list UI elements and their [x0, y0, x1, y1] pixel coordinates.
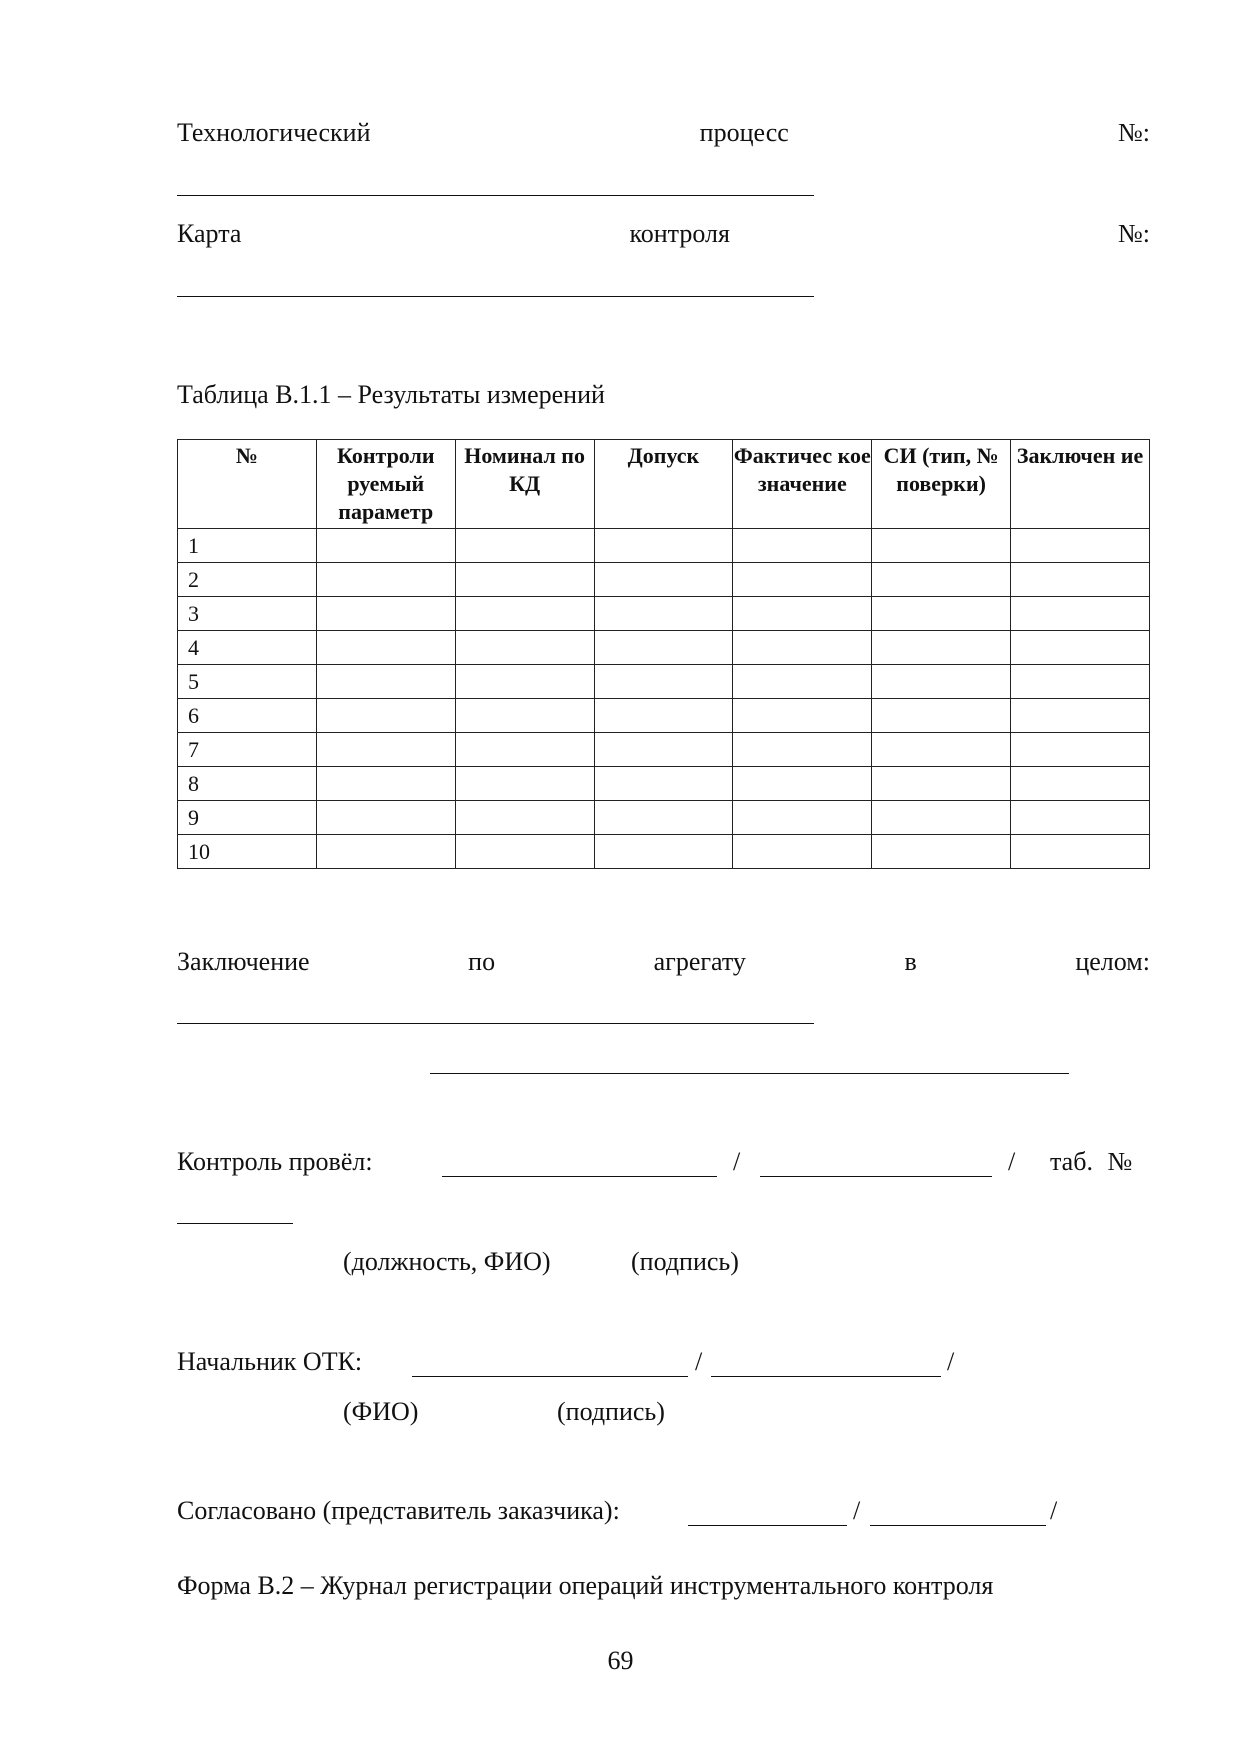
table-cell[interactable]: [594, 529, 733, 563]
process-word-3: №:: [1117, 118, 1150, 147]
table-cell[interactable]: [316, 563, 455, 597]
table-row: [178, 665, 1150, 699]
table-row: [178, 767, 1150, 801]
otk-fio-caption: (ФИО): [343, 1397, 419, 1426]
controller-separator-1: /: [733, 1147, 741, 1176]
table-row: [178, 699, 1150, 733]
table-cell[interactable]: [872, 665, 1011, 699]
table-cell[interactable]: [316, 767, 455, 801]
otk-fio-blank[interactable]: [412, 1376, 688, 1377]
table-cell[interactable]: [455, 631, 594, 665]
col-header-number: №: [178, 440, 317, 529]
col-header-nominal: Номинал по КД: [455, 440, 594, 529]
table-cell[interactable]: [1011, 665, 1150, 699]
table-cell[interactable]: [316, 699, 455, 733]
table-cell[interactable]: [1011, 801, 1150, 835]
process-word-2: процесс: [699, 118, 789, 147]
table-cell[interactable]: [733, 631, 872, 665]
table-cell[interactable]: [1011, 529, 1150, 563]
page-number: 69: [607, 1646, 634, 1675]
agreed-separator-2: /: [1050, 1496, 1058, 1525]
table-cell[interactable]: [455, 835, 594, 869]
controller-separator-2: /: [1008, 1147, 1016, 1176]
table-cell[interactable]: [594, 631, 733, 665]
conclusion-word-1: Заключение: [177, 947, 310, 976]
conclusion-blank-2[interactable]: [430, 1073, 1069, 1074]
table-caption: Таблица В.1.1 – Результаты измерений: [177, 380, 605, 409]
controller-label: Контроль провёл:: [177, 1147, 373, 1176]
table-cell[interactable]: [594, 597, 733, 631]
table-cell[interactable]: [733, 699, 872, 733]
table-cell[interactable]: [733, 665, 872, 699]
table-cell[interactable]: [872, 563, 1011, 597]
col-header-instrument: СИ (тип, № поверки): [872, 440, 1011, 529]
col-header-conclusion: Заключен ие: [1011, 440, 1150, 529]
table-cell[interactable]: [594, 767, 733, 801]
table-cell[interactable]: [316, 529, 455, 563]
table-cell[interactable]: [872, 529, 1011, 563]
agreed-label: Согласовано (представитель заказчика):: [177, 1496, 620, 1525]
table-cell[interactable]: [316, 801, 455, 835]
table-cell[interactable]: [733, 835, 872, 869]
otk-separator-1: /: [695, 1347, 703, 1376]
row-number-cell: 2: [178, 563, 317, 597]
table-cell[interactable]: [316, 835, 455, 869]
col-header-actual-value: Фактичес кое значение: [733, 440, 872, 529]
table-row: [178, 733, 1150, 767]
table-cell[interactable]: [455, 699, 594, 733]
table-cell[interactable]: [733, 733, 872, 767]
table-cell[interactable]: [316, 733, 455, 767]
table-row: [178, 597, 1150, 631]
table-cell[interactable]: [733, 563, 872, 597]
row-number-cell: 8: [178, 767, 317, 801]
table-cell[interactable]: [733, 801, 872, 835]
table-cell[interactable]: [316, 631, 455, 665]
table-cell[interactable]: [872, 699, 1011, 733]
row-number-cell: 7: [178, 733, 317, 767]
table-cell[interactable]: [455, 733, 594, 767]
table-cell[interactable]: [1011, 835, 1150, 869]
agreed-fio-blank[interactable]: [688, 1525, 847, 1526]
card-word-3: №:: [1117, 219, 1150, 248]
table-cell[interactable]: [733, 767, 872, 801]
table-cell[interactable]: [455, 665, 594, 699]
table-cell[interactable]: [1011, 563, 1150, 597]
table-row: [178, 631, 1150, 665]
row-number-cell: 4: [178, 631, 317, 665]
table-cell[interactable]: [733, 529, 872, 563]
col-header-parameter: Контроли руемый параметр: [316, 440, 455, 529]
process-number-blank[interactable]: [177, 195, 814, 196]
table-cell[interactable]: [455, 801, 594, 835]
row-number-cell: 3: [178, 597, 317, 631]
table-cell[interactable]: [455, 767, 594, 801]
table-cell[interactable]: [872, 733, 1011, 767]
table-cell[interactable]: [733, 597, 872, 631]
tab-number-blank[interactable]: [177, 1223, 293, 1224]
card-number-blank[interactable]: [177, 296, 814, 297]
table-cell[interactable]: [872, 597, 1011, 631]
table-cell[interactable]: [1011, 767, 1150, 801]
table-cell[interactable]: [316, 597, 455, 631]
table-cell[interactable]: [594, 733, 733, 767]
otk-separator-2: /: [947, 1347, 955, 1376]
table-row: [178, 529, 1150, 563]
conclusion-word-2: по: [468, 947, 496, 976]
row-number-cell: 10: [178, 835, 317, 869]
table-row: [178, 563, 1150, 597]
table-header-row: [178, 440, 1150, 529]
controller-signature-caption: (подпись): [631, 1247, 739, 1276]
col-header-tolerance: Допуск: [594, 440, 733, 529]
table-cell[interactable]: [1011, 699, 1150, 733]
agreed-signature-blank[interactable]: [870, 1525, 1046, 1526]
tab-number-label: таб. №: [1050, 1147, 1133, 1176]
table-cell[interactable]: [872, 767, 1011, 801]
table-cell[interactable]: [1011, 597, 1150, 631]
table-cell[interactable]: [594, 563, 733, 597]
row-number-cell: 1: [178, 529, 317, 563]
otk-signature-caption: (подпись): [557, 1397, 665, 1426]
controller-position-blank[interactable]: [442, 1176, 717, 1177]
table-cell[interactable]: [455, 529, 594, 563]
process-word-1: Технологический: [177, 118, 371, 147]
process-number-line: [177, 118, 1150, 148]
conclusion-word-3: агрегату: [653, 947, 746, 976]
otk-label: Начальник ОТК:: [177, 1347, 363, 1376]
measurements-table: [177, 439, 1150, 869]
table-cell[interactable]: [455, 563, 594, 597]
conclusion-word-5: целом:: [1075, 947, 1150, 976]
row-number-cell: 9: [178, 801, 317, 835]
table-cell[interactable]: [594, 699, 733, 733]
controller-position-caption: (должность, ФИО): [343, 1247, 551, 1276]
card-number-line: [177, 219, 1150, 249]
table-cell[interactable]: [594, 665, 733, 699]
card-word-2: контроля: [629, 219, 730, 248]
form-title: Форма В.2 – Журнал регистрации операций инструментального контроля: [177, 1571, 994, 1600]
table-cell[interactable]: [872, 835, 1011, 869]
agreed-separator-1: /: [853, 1496, 861, 1525]
row-number-cell: 5: [178, 665, 317, 699]
table-cell[interactable]: [872, 631, 1011, 665]
table-cell[interactable]: [594, 835, 733, 869]
table-cell[interactable]: [594, 801, 733, 835]
table-cell[interactable]: [455, 597, 594, 631]
table-cell[interactable]: [872, 801, 1011, 835]
row-number-cell: 6: [178, 699, 317, 733]
controller-signature-blank[interactable]: [760, 1176, 992, 1177]
table-cell[interactable]: [316, 665, 455, 699]
table-row: [178, 835, 1150, 869]
table-row: [178, 801, 1150, 835]
card-word-1: Карта: [177, 219, 242, 248]
conclusion-word-4: в: [904, 947, 917, 976]
conclusion-blank-1[interactable]: [177, 1023, 814, 1024]
table-cell[interactable]: [1011, 631, 1150, 665]
otk-signature-blank[interactable]: [711, 1376, 941, 1377]
table-cell[interactable]: [1011, 733, 1150, 767]
conclusion-line: [177, 947, 1150, 977]
